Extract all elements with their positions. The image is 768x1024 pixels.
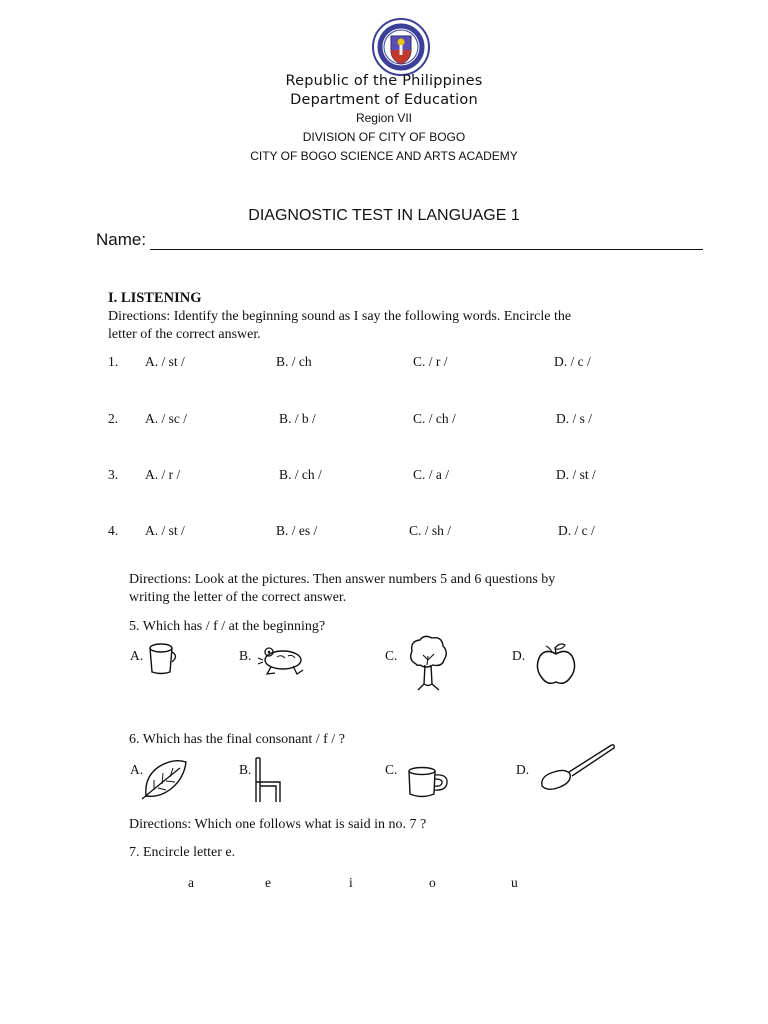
option-b[interactable]: B. / b /	[279, 411, 316, 426]
vowel-option[interactable]: i	[349, 875, 353, 890]
test-title: DIAGNOSTIC TEST IN LANGUAGE 1	[248, 207, 520, 224]
vowel-option[interactable]: u	[511, 875, 518, 890]
question-6-text: 6. Which has the final consonant / f / ?	[129, 732, 345, 747]
option-a[interactable]: A. / st /	[145, 523, 185, 538]
name-label: Name:	[96, 230, 147, 249]
name-row	[96, 230, 703, 250]
question-number: 1.	[108, 354, 119, 369]
picture-directions-line: writing the letter of the correct answer.	[129, 590, 347, 605]
option-b[interactable]: B. / ch /	[279, 467, 322, 482]
option-b[interactable]: B. / ch	[276, 354, 312, 369]
option-c[interactable]: C. / r /	[413, 354, 448, 369]
name-blank-line[interactable]	[150, 231, 703, 250]
chair-icon	[250, 756, 286, 804]
option-a[interactable]: A. / sc /	[145, 411, 187, 426]
vowel-option[interactable]: e	[265, 875, 271, 890]
option-c[interactable]: C. / a /	[413, 467, 449, 482]
question-number: 3.	[108, 467, 119, 482]
header-region: Region VII	[355, 111, 413, 125]
picture-directions	[129, 571, 609, 607]
question-5-text: 5. Which has / f / at the beginning?	[129, 619, 326, 634]
question-number: 2.	[108, 411, 119, 426]
option-a[interactable]: A. / st /	[145, 354, 185, 369]
option-d[interactable]: D. / c /	[558, 523, 595, 538]
listening-directions-line: Directions: Identify the beginning sound as I say the following words. Encircle the	[108, 309, 572, 324]
mug-icon	[406, 766, 454, 800]
question-row	[0, 467, 768, 487]
q7-directions: Directions: Which one follows what is said in no. 7 ?	[129, 817, 427, 832]
q5-option-a-letter[interactable]: A.	[130, 648, 144, 663]
q5-option-b-letter[interactable]: B.	[239, 648, 252, 663]
q6-option-d-letter[interactable]: D.	[516, 762, 530, 777]
leaf-icon	[140, 758, 190, 800]
option-b[interactable]: B. / es /	[276, 523, 318, 538]
vowel-option[interactable]: o	[429, 875, 436, 890]
section-title-listening: I. LISTENING	[108, 290, 202, 306]
q6-option-a-letter[interactable]: A.	[130, 762, 144, 777]
option-d[interactable]: D. / c /	[554, 354, 591, 369]
q6-option-b-letter[interactable]: B.	[239, 762, 252, 777]
spoon-icon	[538, 740, 618, 794]
header-department: Department of Education	[290, 92, 478, 108]
option-d[interactable]: D. / s /	[556, 411, 593, 426]
tree-icon	[406, 634, 450, 692]
option-c[interactable]: C. / ch /	[413, 411, 456, 426]
option-d[interactable]: D. / st /	[556, 467, 596, 482]
question-number: 4.	[108, 523, 119, 538]
header-school: CITY OF BOGO SCIENCE AND ARTS ACADEMY	[250, 149, 518, 163]
question-7-text: 7. Encircle letter e.	[129, 845, 236, 860]
bucket-icon	[146, 642, 182, 676]
listening-directions	[108, 308, 608, 344]
vowel-option[interactable]: a	[188, 875, 194, 890]
header-division: DIVISION OF CITY OF BOGO	[302, 130, 466, 144]
frog-icon	[255, 642, 307, 678]
apple-icon	[534, 642, 580, 688]
question-row	[0, 523, 768, 543]
q5-option-d-letter[interactable]: D.	[512, 648, 526, 663]
question-row	[0, 354, 768, 374]
q6-option-c-letter[interactable]: C.	[385, 762, 398, 777]
header-republic: Republic of the Philippines	[285, 73, 483, 89]
q5-option-c-letter[interactable]: C.	[385, 648, 398, 663]
question-row	[0, 411, 768, 431]
deped-seal-icon	[372, 18, 430, 76]
picture-directions-line: Directions: Look at the pictures. Then answer numbers 5 and 6 questions by	[129, 572, 556, 587]
option-a[interactable]: A. / r /	[145, 467, 181, 482]
option-c[interactable]: C. / sh /	[409, 523, 452, 538]
listening-directions-line: letter of the correct answer.	[108, 327, 261, 342]
